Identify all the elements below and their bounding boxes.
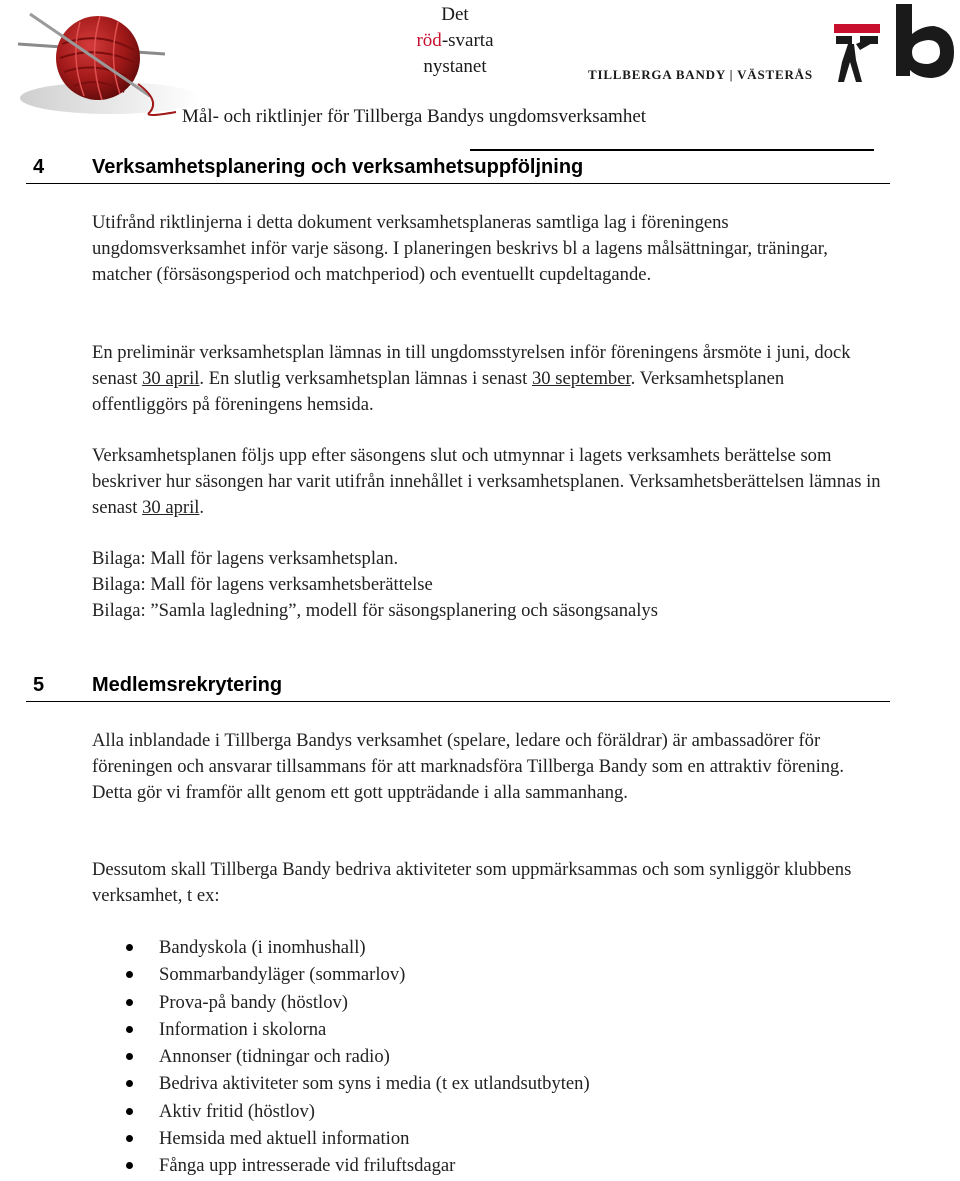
section-5-number: 5 (33, 674, 45, 696)
list-item-label: Bedriva aktiviteter som syns i media (t ex utlandsutbyten) (159, 1073, 590, 1095)
bullet-icon (126, 1080, 133, 1087)
attachment-1: Bilaga: Mall för lagens verksamhetsplan. (92, 548, 399, 569)
bullet-icon (126, 944, 133, 951)
activity-list (126, 934, 590, 1180)
deadline-april: 30 april (142, 368, 200, 389)
section-4-number: 4 (33, 156, 45, 178)
list-item-label: Prova-på bandy (höstlov) (159, 991, 348, 1013)
list-item-label: Annonser (tidningar och radio) (159, 1046, 390, 1068)
header-rule (470, 149, 874, 151)
list-item-label: Information i skolorna (159, 1018, 327, 1040)
list-item (126, 989, 590, 1016)
section-4-heading (26, 155, 890, 184)
section-4-paragraph-2 (92, 340, 882, 418)
list-item (126, 1152, 590, 1179)
list-item (126, 1125, 590, 1152)
title-red-word: röd (416, 30, 442, 51)
title-line-3: nystanet (423, 56, 487, 77)
list-item (126, 1016, 590, 1043)
section-5-paragraph-1: Alla inblandade i Tillberga Bandys verksamhet (spelare, ledare och föräldrar) är ambassadörer för föreningen och ansvarar tillsammans för att marknadsföra Tillberga Bandy som en attraktiv förening. Detta gör vi framför allt genom ett gott uppträdande i alla sammanhang. (92, 730, 844, 803)
bullet-icon (126, 1108, 133, 1115)
list-item (126, 1070, 590, 1097)
section-4-paragraph-1: Utifrånd riktlinjerna i detta dokument verksamhetsplaneras samtliga lag i föreningens ungdomsverksamhet inför varje säsong. I planeringen beskrivs bl a lagens målsättningar, träningar, matcher (försäsongsperiod och matchperiod) och eventuellt cupdeltagande. (92, 212, 828, 285)
title-line-1: Det (441, 4, 469, 25)
tb-club-logo (830, 0, 960, 88)
bullet-icon (126, 999, 133, 1006)
bullet-icon (126, 971, 133, 978)
yarn-ball-logo (0, 0, 200, 120)
club-wordmark-text: TILLBERGA BANDY | VÄSTERÅS (588, 67, 813, 82)
list-item-label: Aktiv fritid (höstlov) (159, 1100, 315, 1122)
section-4-title: Verksamhetsplanering och verksamhetsuppföljning (92, 156, 584, 178)
deadline-april-report: 30 april (142, 497, 200, 518)
bullet-icon (126, 1162, 133, 1169)
title-line-2 (380, 28, 530, 54)
bullet-icon (126, 1053, 133, 1060)
list-item-label: Hemsida med aktuell information (159, 1128, 410, 1150)
p3-text-c: . (199, 497, 205, 518)
list-item-label: Fånga upp intresserade vid friluftsdagar (159, 1155, 456, 1177)
list-item-label: Bandyskola (i inomhushall) (159, 937, 366, 958)
club-wordmark (588, 66, 832, 86)
attachment-2: Bilaga: Mall för lagens verksamhetsberättelse (92, 574, 433, 595)
bullet-icon (126, 1026, 133, 1033)
title-black-word: -svarta (441, 30, 494, 51)
document-subtitle: Mål- och riktlinjer för Tillberga Bandys ungdomsverksamhet (182, 106, 647, 127)
attachment-3: Bilaga: ”Samla lagledning”, modell för säsongsplanering och säsongsanalys (92, 600, 658, 621)
list-item (126, 961, 590, 988)
p3-text-a: Verksamhetsplanen följs upp efter säsongens slut och utmynnar i lagets verksamhets berättelse som beskriver hur säsongen har varit utifrån innehållet i verksamhetsplanen. Verksamhetsberättelsen lämnas in senast (92, 445, 881, 518)
section-5-title: Medlemsrekrytering (92, 674, 283, 696)
list-item (126, 1098, 590, 1125)
list-item-label: Sommarbandyläger (sommarlov) (159, 964, 406, 986)
list-item (126, 1043, 590, 1070)
section-5-paragraph-2: Dessutom skall Tillberga Bandy bedriva aktiviteter som uppmärksammas och som synliggör klubbens verksamhet, t ex: (92, 859, 852, 906)
list-item (126, 934, 590, 961)
section-5-heading (26, 673, 890, 702)
section-4-paragraph-3 (92, 443, 882, 521)
bullet-icon (126, 1135, 133, 1142)
deadline-september: 30 september (532, 368, 631, 389)
p2-text-a: En preliminär verksamhetsplan lämnas in till ungdomsstyrelsen inför föreningens årsmöte i juni, dock senast (92, 342, 851, 389)
p2-text-c: . En slutlig verksamhetsplan lämnas i senast (199, 368, 532, 389)
p2-text-e: . Verksamhetsplanen offentliggörs på föreningens hemsida. (92, 368, 785, 415)
